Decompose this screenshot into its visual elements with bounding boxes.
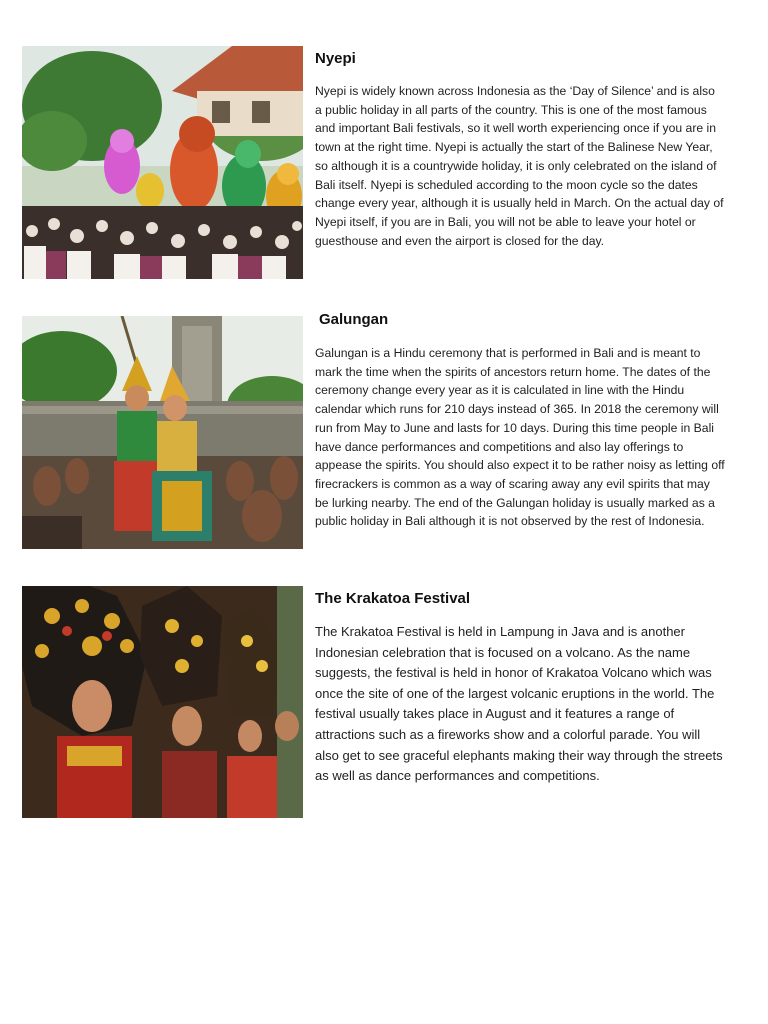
section-paragraph: Galungan is a Hindu ceremony that is performed in Bali and is meant to mark the time when the spirits of ancestors return home. The dates of the ceremony change every year as it is calculated in line with the Hindu calendar which runs for 210 days instead of 365. In 2018 the ceremony will run from May to June and lasts for 10 days. During this time people in Bali have dance performances and competitions and also lay offerings to appease the spirits. You should also expect it to be rather noisy as letting off firecrackers is common as a way of scaring away any evil spirits that may be lurking nearby. The end of the Galungan holiday is usually marked as a public holiday in Bali although it is not observed by the rest of Indonesia. [315,346,725,529]
section-heading: The Krakatoa Festival [315,590,471,607]
galungan-dancers-photo [22,316,303,549]
nyepi-parade-photo [22,46,303,279]
section-nyepi [22,46,732,280]
section-paragraph: The Krakatoa Festival is held in Lampung in Java and is another Indonesian celebration that is focused on a volcano. As the name suggests, the festival is held in honor of Krakatoa Volcano which was once the site of one of the largest volcanic eruptions in the world. The festival usually takes place in August and it features a range of attractions such as a fireworks show and a colorful parade. You will also get to see graceful elephants making their way through the streets as well as dance performances and competitions. [315,624,723,784]
nyepi-text-block [315,50,725,250]
section-heading: Nyepi [315,50,356,67]
krakatoa-festival-photo [22,586,303,818]
galungan-text-block [315,311,725,531]
section-paragraph: Nyepi is widely known across Indonesia as the ‘Day of Silence’ and is also a public holiday in all parts of the country. This is one of the most famous and important Bali festivals, so it well worth experiencing once if you are in town at the right time. Nyepi is actually the start of the Balinese New Year, so although it is a countrywide holiday, it is only celebrated on the island of Bali itself. Nyepi is scheduled according to the moon cycle so the dates change every year, although it is usually held in March. On the actual day of Nyepi itself, if you are in Bali, you will not be able to leave your hotel or guesthouse and even the airport is closed for the day. [315,84,724,248]
krakatoa-text-block [315,590,725,787]
section-galungan [22,311,732,550]
section-krakatoa [22,586,732,818]
section-heading: Galungan [319,311,389,328]
